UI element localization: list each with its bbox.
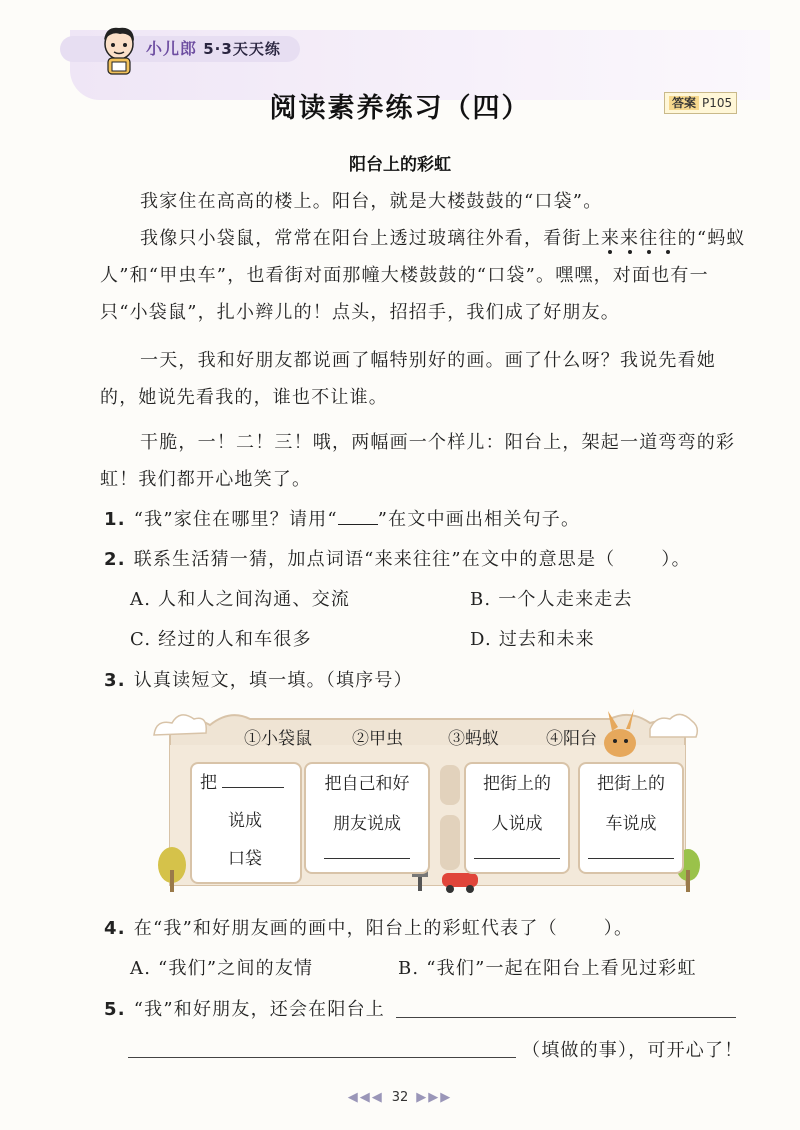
story-paragraph-4: 干脆，一！二！三！哦，两幅画一个样儿：阳台上，架起一道弯弯的彩虹！我们都开心地笑了。 [100,432,736,490]
answer-blank-box2[interactable] [324,858,410,859]
option-q2-b[interactable]: B. 一个人走来走去 [470,589,633,610]
dotted-char: 往 [639,228,659,249]
question-1: 1. “我”家住在哪里？请用“ ”在文中画出相关句子。 [104,509,581,530]
question-3: 3. 认真读短文，填一填。（填序号） [104,670,413,691]
legend-item: ③蚂蚁 [448,729,499,749]
answer-line-q5-1[interactable] [396,1017,736,1018]
dotted-char: 来 [620,228,640,249]
answer-blank-box4[interactable] [588,858,674,859]
brand-series: 5·3天天练 [203,40,281,58]
answer-tag [664,92,737,114]
answer-blank-box3[interactable] [474,858,560,859]
story-paragraph-3: 一天，我和好朋友都说画了幅特别好的画。画了什么呀？我说先看她的，她说先看我的，谁也不让谁。 [100,350,716,408]
question-5-end: （填做的事），可开心了！ [522,1040,744,1061]
fill-box-3: 把街上的 人说成 [464,762,570,874]
question-5: 5. “我”和好朋友，还会在阳台上 [104,999,385,1020]
question-4: 4. 在“我”和好朋友画的画中，阳台上的彩虹代表了（ ）。 [104,918,634,939]
option-q4-b[interactable]: B. “我们”一起在阳台上看见过彩虹 [398,958,697,979]
page-footer [0,1090,800,1105]
question-2: 2. 联系生活猜一猜，加点词语“来来往往”在文中的意思是（ ）。 [104,549,691,570]
fill-box-1: 把 说成 口袋 [190,762,302,884]
option-q2-d[interactable]: D. 过去和未来 [470,629,595,650]
answer-page: P105 [702,96,733,110]
fill-box-2: 把自己和好 朋友说成 [304,762,430,874]
answer-label: 答案 [669,96,699,110]
legend-item: ①小袋鼠 [244,729,312,749]
boy-mascot-icon [96,24,142,76]
dotted-char: 往 [658,228,678,249]
legend-item: ④阳台 [546,729,597,749]
answer-blank-box1[interactable] [222,771,284,788]
legend-item: ②甲虫 [352,729,403,749]
fill-box-4: 把街上的 车说成 [578,762,684,874]
dotted-char: 来 [600,228,621,249]
brand-logo: 小儿郎 [146,39,198,58]
story-paragraph-1: 我家住在高高的楼上。阳台，就是大楼鼓鼓的“口袋”。 [140,191,603,212]
option-q2-c[interactable]: C. 经过的人和车很多 [130,629,312,650]
brand [146,36,281,59]
page-title: 阅读素养练习（四） [269,93,531,124]
option-q4-a[interactable]: A. “我们”之间的友情 [130,958,314,979]
answer-line-q5-2[interactable] [128,1057,516,1058]
left-arrows-icon: ◀◀◀ [347,1090,384,1105]
underline-sample [338,510,378,525]
story-paragraph-2: 我像只小袋鼠，常常在阳台上透过玻璃往外看，看街上来来往往的“蚂蚁人”和“甲虫车”，也看街对面那幢大楼鼓鼓的“口袋”。嘿嘿，对面也有一只“小袋鼠”，扎小辫儿的！点头，招招手，我们成了好朋友。 [100,228,746,323]
page-number: 32 [391,1090,409,1105]
option-q2-a[interactable]: A. 人和人之间沟通、交流 [130,589,351,610]
right-arrows-icon: ▶▶▶ [416,1090,453,1105]
story-title: 阳台上的彩虹 [349,155,451,175]
